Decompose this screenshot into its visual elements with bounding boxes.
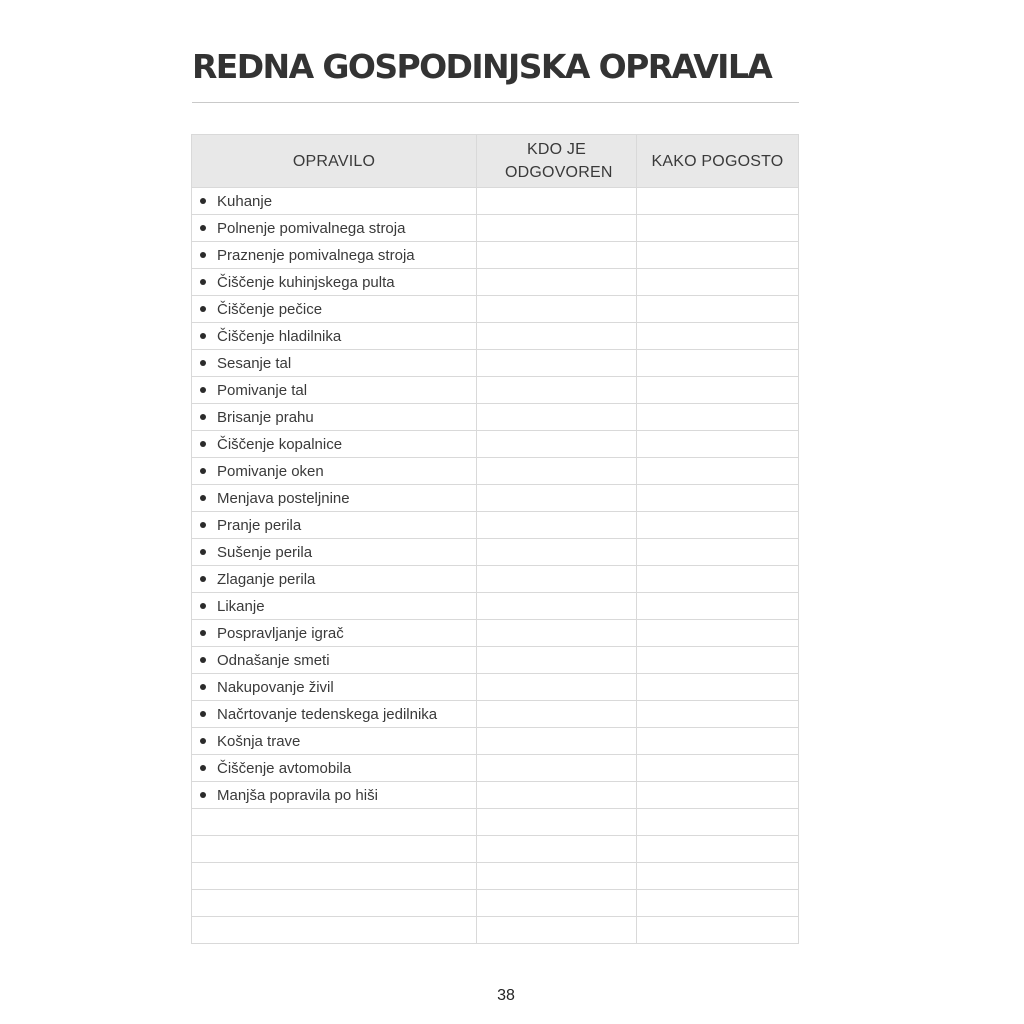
bullet-icon <box>200 468 206 474</box>
chore-cell <box>192 728 477 755</box>
table-header-row <box>192 135 799 188</box>
table-row <box>192 755 799 782</box>
bullet-icon <box>200 657 206 663</box>
bullet-icon <box>200 198 206 204</box>
bullet-icon <box>200 738 206 744</box>
chore-label: Pomivanje tal <box>217 381 308 399</box>
page-number: 38 <box>497 987 515 1004</box>
chore-cell <box>192 377 477 404</box>
header-frequency: KAKO POGOSTO <box>637 135 799 188</box>
header-responsible: KDO JE ODGOVOREN <box>477 135 637 188</box>
responsible-cell[interactable] <box>477 890 637 917</box>
bullet-icon <box>200 630 206 636</box>
table-row <box>192 512 799 539</box>
responsible-cell[interactable] <box>477 296 637 323</box>
bullet-icon <box>200 495 206 501</box>
frequency-cell[interactable] <box>637 404 799 431</box>
chore-label: Zlaganje perila <box>217 570 316 588</box>
responsible-cell[interactable] <box>477 215 637 242</box>
chore-cell <box>192 566 477 593</box>
bullet-icon <box>200 225 206 231</box>
table-row <box>192 296 799 323</box>
table-row <box>192 701 799 728</box>
frequency-cell[interactable] <box>637 728 799 755</box>
frequency-cell[interactable] <box>637 863 799 890</box>
chore-cell[interactable] <box>192 890 477 917</box>
chore-label: Manjša popravila po hiši <box>217 786 378 804</box>
chore-cell <box>192 431 477 458</box>
chore-cell <box>192 296 477 323</box>
table-row <box>192 188 799 215</box>
chore-label: Pomivanje oken <box>217 462 324 480</box>
frequency-cell[interactable] <box>637 485 799 512</box>
bullet-icon <box>200 333 206 339</box>
empty-table-row <box>192 890 799 917</box>
responsible-cell[interactable] <box>477 485 637 512</box>
table-row <box>192 350 799 377</box>
responsible-cell[interactable] <box>477 539 637 566</box>
chore-cell[interactable] <box>192 836 477 863</box>
chore-cell <box>192 701 477 728</box>
chore-label: Kuhanje <box>217 192 273 210</box>
table-row <box>192 215 799 242</box>
bullet-icon <box>200 576 206 582</box>
frequency-cell[interactable] <box>637 809 799 836</box>
chore-cell <box>192 458 477 485</box>
frequency-cell[interactable] <box>637 215 799 242</box>
frequency-cell[interactable] <box>637 620 799 647</box>
chore-label: Košnja trave <box>217 732 301 750</box>
frequency-cell[interactable] <box>637 188 799 215</box>
table-row <box>192 458 799 485</box>
chore-label: Brisanje prahu <box>217 408 314 426</box>
page-title: REDNA GOSPODINJSKA OPRAVILA <box>192 47 772 86</box>
chore-label: Čiščenje pečice <box>217 300 323 318</box>
chore-cell <box>192 539 477 566</box>
empty-table-row <box>192 836 799 863</box>
bullet-icon <box>200 684 206 690</box>
frequency-cell[interactable] <box>637 674 799 701</box>
responsible-cell[interactable] <box>477 269 637 296</box>
frequency-cell[interactable] <box>637 431 799 458</box>
responsible-cell[interactable] <box>477 323 637 350</box>
chore-cell <box>192 647 477 674</box>
chores-table-body <box>192 188 799 944</box>
chore-cell <box>192 782 477 809</box>
chore-label: Polnenje pomivalnega stroja <box>217 219 406 237</box>
chore-cell <box>192 755 477 782</box>
responsible-cell[interactable] <box>477 458 637 485</box>
frequency-cell[interactable] <box>637 350 799 377</box>
frequency-cell[interactable] <box>637 296 799 323</box>
responsible-cell[interactable] <box>477 917 637 944</box>
chore-cell <box>192 620 477 647</box>
table-row <box>192 539 799 566</box>
table-row <box>192 566 799 593</box>
responsible-cell[interactable] <box>477 377 637 404</box>
chore-label: Odnašanje smeti <box>217 651 330 669</box>
frequency-cell[interactable] <box>637 647 799 674</box>
chore-label: Pranje perila <box>217 516 302 534</box>
responsible-cell[interactable] <box>477 863 637 890</box>
frequency-cell[interactable] <box>637 377 799 404</box>
responsible-cell[interactable] <box>477 647 637 674</box>
table-row <box>192 782 799 809</box>
frequency-cell[interactable] <box>637 323 799 350</box>
header-chore: OPRAVILO <box>192 135 477 188</box>
bullet-icon <box>200 549 206 555</box>
chore-cell[interactable] <box>192 863 477 890</box>
frequency-cell[interactable] <box>637 782 799 809</box>
chore-cell <box>192 674 477 701</box>
frequency-cell[interactable] <box>637 566 799 593</box>
table-row <box>192 269 799 296</box>
responsible-cell[interactable] <box>477 674 637 701</box>
table-row <box>192 242 799 269</box>
chore-cell[interactable] <box>192 917 477 944</box>
table-row <box>192 728 799 755</box>
frequency-cell[interactable] <box>637 755 799 782</box>
bullet-icon <box>200 603 206 609</box>
chore-cell <box>192 323 477 350</box>
frequency-cell[interactable] <box>637 890 799 917</box>
chore-label: Načrtovanje tedenskega jedilnika <box>217 705 438 723</box>
bullet-icon <box>200 252 206 258</box>
chore-label: Praznenje pomivalnega stroja <box>217 246 415 264</box>
frequency-cell[interactable] <box>637 458 799 485</box>
responsible-cell[interactable] <box>477 782 637 809</box>
responsible-cell[interactable] <box>477 188 637 215</box>
empty-table-row <box>192 809 799 836</box>
frequency-cell[interactable] <box>637 539 799 566</box>
responsible-cell[interactable] <box>477 728 637 755</box>
chore-label: Menjava posteljnine <box>217 489 350 507</box>
chore-label: Sušenje perila <box>217 543 313 561</box>
bullet-icon <box>200 279 206 285</box>
frequency-cell[interactable] <box>637 917 799 944</box>
responsible-cell[interactable] <box>477 512 637 539</box>
chore-cell <box>192 404 477 431</box>
chore-cell <box>192 215 477 242</box>
responsible-cell[interactable] <box>477 350 637 377</box>
bullet-icon <box>200 387 206 393</box>
bullet-icon <box>200 441 206 447</box>
chore-label: Likanje <box>217 597 265 615</box>
responsible-cell[interactable] <box>477 836 637 863</box>
bullet-icon <box>200 792 206 798</box>
table-row <box>192 431 799 458</box>
frequency-cell[interactable] <box>637 512 799 539</box>
bullet-icon <box>200 360 206 366</box>
chore-cell <box>192 593 477 620</box>
responsible-cell[interactable] <box>477 404 637 431</box>
chore-cell <box>192 269 477 296</box>
table-row <box>192 647 799 674</box>
responsible-cell[interactable] <box>477 431 637 458</box>
chore-cell <box>192 512 477 539</box>
chore-label: Sesanje tal <box>217 354 292 372</box>
table-row <box>192 377 799 404</box>
title-divider <box>192 102 799 103</box>
chore-cell <box>192 242 477 269</box>
bullet-icon <box>200 711 206 717</box>
responsible-cell[interactable] <box>477 593 637 620</box>
responsible-cell[interactable] <box>477 701 637 728</box>
table-row <box>192 620 799 647</box>
bullet-icon <box>200 522 206 528</box>
chore-label: Nakupovanje živil <box>217 678 334 696</box>
frequency-cell[interactable] <box>637 242 799 269</box>
table-row <box>192 404 799 431</box>
frequency-cell[interactable] <box>637 836 799 863</box>
table-row <box>192 593 799 620</box>
frequency-cell[interactable] <box>637 701 799 728</box>
table-row <box>192 323 799 350</box>
table-row <box>192 674 799 701</box>
chore-cell <box>192 350 477 377</box>
frequency-cell[interactable] <box>637 269 799 296</box>
responsible-cell[interactable] <box>477 620 637 647</box>
chore-cell <box>192 485 477 512</box>
responsible-cell[interactable] <box>477 566 637 593</box>
responsible-cell[interactable] <box>477 755 637 782</box>
chores-table <box>191 134 799 944</box>
chore-label: Čiščenje kuhinjskega pulta <box>217 273 395 291</box>
frequency-cell[interactable] <box>637 593 799 620</box>
responsible-cell[interactable] <box>477 242 637 269</box>
chore-label: Čiščenje hladilnika <box>217 327 342 345</box>
table-row <box>192 485 799 512</box>
chore-cell[interactable] <box>192 809 477 836</box>
chore-label: Pospravljanje igrač <box>217 624 344 642</box>
empty-table-row <box>192 917 799 944</box>
responsible-cell[interactable] <box>477 809 637 836</box>
chore-label: Čiščenje kopalnice <box>217 435 343 453</box>
bullet-icon <box>200 765 206 771</box>
chore-cell <box>192 188 477 215</box>
bullet-icon <box>200 306 206 312</box>
empty-table-row <box>192 863 799 890</box>
chore-label: Čiščenje avtomobila <box>217 759 352 777</box>
bullet-icon <box>200 414 206 420</box>
